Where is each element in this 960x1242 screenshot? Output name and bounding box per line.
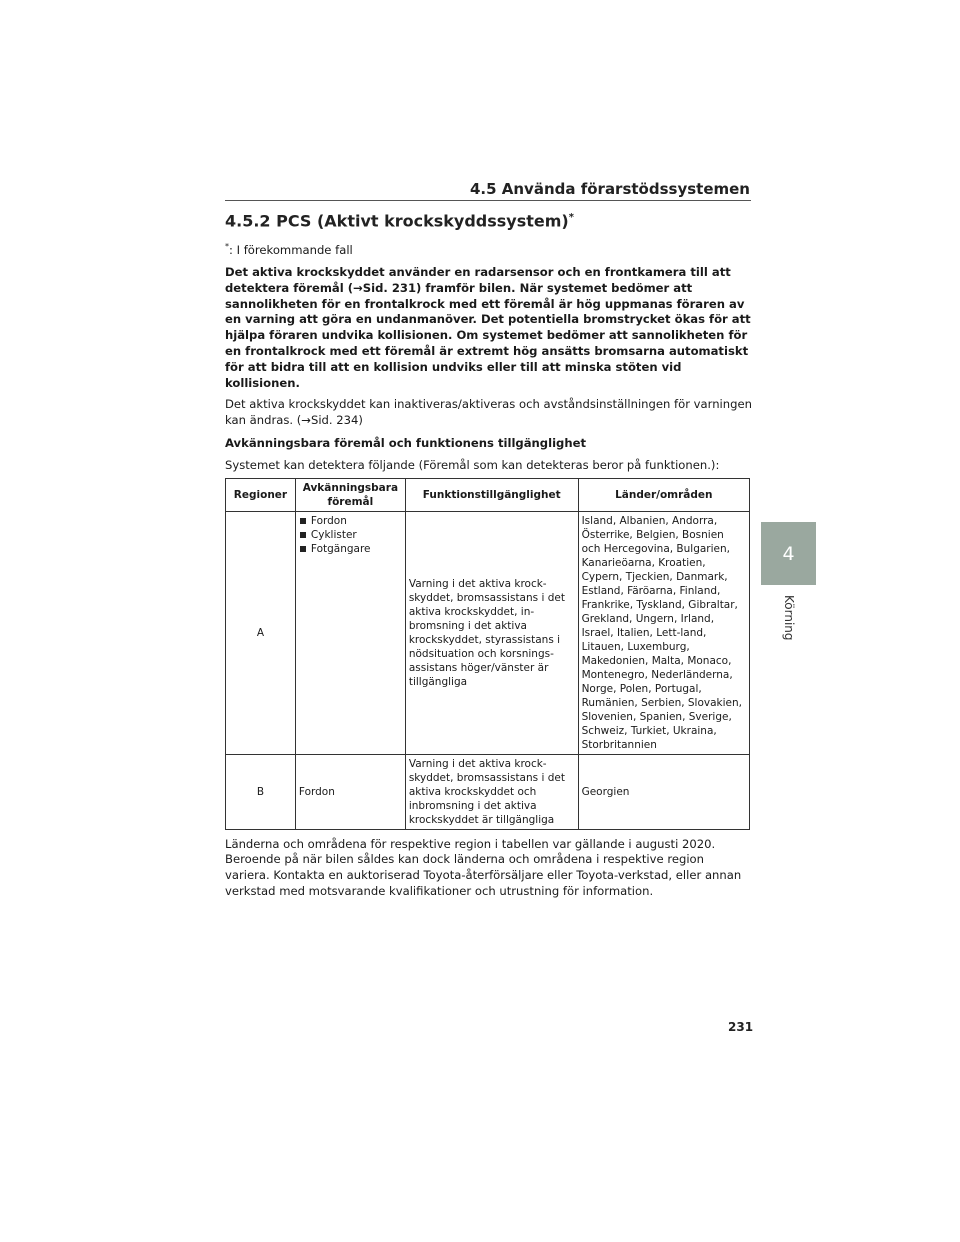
table-row xyxy=(226,754,750,829)
chapter-tab-number: 4 xyxy=(782,542,795,565)
header-availability: Funktionstillgänglighet xyxy=(405,478,578,511)
footnote-marker: * xyxy=(225,242,229,252)
cell-region: B xyxy=(226,754,296,829)
detection-table xyxy=(225,478,750,830)
cell-countries: Georgien xyxy=(578,754,749,829)
header-objects: Avkänningsbara föremål xyxy=(295,478,405,511)
cell-region: A xyxy=(226,511,296,754)
list-item: Fordon xyxy=(299,514,402,528)
settings-paragraph: Det aktiva krockskyddet kan inaktiveras/aktiveras och avståndsinställningen för varningen kan ändras. (→Sid. 234) xyxy=(225,397,752,428)
page-number: 231 xyxy=(728,1020,754,1034)
header-countries: Länder/områden xyxy=(578,478,749,511)
cell-availability: Varning i det aktiva krock-skyddet, bromsassistans i det aktiva krockskyddet, in-bromsning i det aktiva krockskyddet, styrassistans i nödsituation och korsnings-assistans höger/vänster är tillgängliga xyxy=(405,511,578,754)
after-table-paragraph: Länderna och områdena för respektive region i tabellen var gällande i augusti 2020. Beroende på när bilen såldes kan dock länderna och områdena i respektive region variera. Kontakta en auktoriserad Toyota-återförsäljare eller Toyota-verkstad, eller annan verkstad med motsvarande kvalifikationer och utrustning för information. xyxy=(225,836,742,898)
chapter-tab xyxy=(761,522,816,585)
section-heading xyxy=(225,208,752,231)
table-header-row xyxy=(226,478,750,511)
section-header-title: 4.5 Använda förarstödssystemen xyxy=(469,180,750,198)
header-region: Regioner xyxy=(226,478,296,511)
cell-objects: Fordon xyxy=(295,754,405,829)
cell-availability: Varning i det aktiva krock-skyddet, bromsassistans i det aktiva krockskyddet och inbromsning i det aktiva krockskyddet är tillgängliga xyxy=(405,754,578,829)
chapter-tab-label: Körning xyxy=(782,595,796,641)
bullet-square-icon xyxy=(300,518,306,524)
list-item: Fotgängare xyxy=(299,542,402,556)
page-content xyxy=(225,208,752,900)
table-row xyxy=(226,511,750,754)
cell-countries: Island, Albanien, Andorra, Österrike, Belgien, Bosnien och Hercegovina, Bulgarien, Kanarieöarna, Kroatien, Cypern, Tjeckien, Danmark, Estland, Färöarna, Finland, Frankrike, Tyskland, Gibraltar, Grekland, Ungern, Irland, Israel, Italien, Lett-land, Litauen, Luxemburg, Makedonien, Malta, Monaco, Montenegro, Nederländerna, Norge, Polen, Portugal, Rumänien, Serbien, Slovakien, Slovenien, Spanien, Sverige, Schweiz, Turkiet, Ukraina, Storbritannien xyxy=(578,511,749,754)
cell-objects xyxy=(295,511,405,754)
subheading: Avkänningsbara föremål och funktionens tillgänglighet xyxy=(225,435,587,450)
footnote-text: : I förekommande fall xyxy=(229,243,353,258)
section-heading-text: 4.5.2 PCS (Aktivt krockskyddssystem) xyxy=(225,211,569,231)
intro-paragraph: Det aktiva krockskyddet använder en radarsensor och en frontkamera till att detektera föremål (→Sid. 231) framför bilen. När systemet bedömer att sannolikheten för en frontalkrock med ett föremål är hög uppmanas föraren av en varning att göra en undanmanöver. Det potentiella bromstrycket ökas för att hjälpa föraren undvika kollisionen. Om systemet bedömer att sannolikheten för en frontalkrock med ett föremål är extremt hög ansätts bromsarna automatiskt för att bidra till att en kollision undviks eller till att minska stöten vid kollisionen. xyxy=(225,264,751,390)
list-item: Cyklister xyxy=(299,528,402,542)
footnote xyxy=(225,239,752,259)
bullet-square-icon xyxy=(300,532,306,538)
table-intro: Systemet kan detektera följande (Föremål som kan detekteras beror på funktionen.): xyxy=(225,457,720,472)
header-divider xyxy=(225,200,751,201)
heading-asterisk: * xyxy=(568,212,574,223)
bullet-square-icon xyxy=(300,546,306,552)
